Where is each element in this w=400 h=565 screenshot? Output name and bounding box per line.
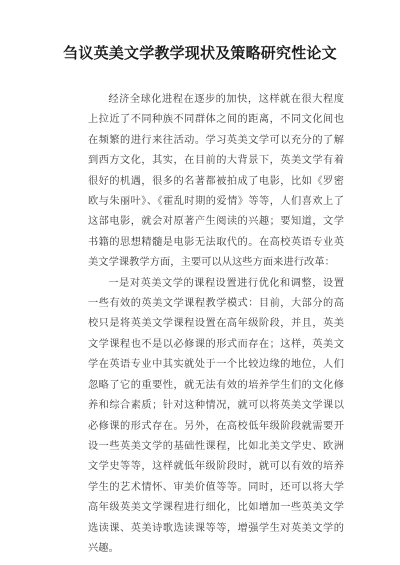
paragraph-curriculum: 一是对英美文学的课程设置进行优化和调整，设置一些有效的英美文学课程教学模式：目前，大部分的高校只是将英美文学课程设置在高年级阶段，并且，英美文学课程也不是以必修课的形式而存在；这样，英美文学在英语专业中其实就处于一个比较边缘的地位，人们忽略了它的重要性，就无法有效的培养学生们的文化修养和综合素质；针对这种情况，就可以将英美文学课以必修课的形式存在。另外，在高校低年级阶段就需要开设一些英美文学的基础性课程，比如北美文学史、欧洲文学史等等，这样就低年级阶段时，就可以有效的培养学生的艺术情怀、审美价值等等。同时，还可以将大学高年级英美文学课程进行细化，比如增加一些英美文学选读课、英美诗歌选读课等等，增强学生对英美文学的兴趣。 [88, 277, 344, 554]
paragraph-intro: 经济全球化进程在逐步的加快，这样就在很大程度上拉近了不同种族不同群体之间的距离，不同文化间也在频繁的进行来往活动。学习英美文学可以充分的了解到西方文化，其实，在目前的大背景下，英美文学有着很好的机遇，很多的名著都被拍成了电影，比如《罗密欧与朱丽叶》、《霍乱时期的爱情》等等，人们喜欢上了这部电影，就会对原著产生阅读的兴趣；要知道，文学书籍的思想精髓是电影无法取代的。在高校英语专业英美文学课教学方面，主要可以从这些方面来进行改革： [88, 94, 344, 269]
document-body [88, 90, 344, 559]
document-title: 刍议英美文学教学现状及策略研究性论文 [63, 44, 337, 62]
